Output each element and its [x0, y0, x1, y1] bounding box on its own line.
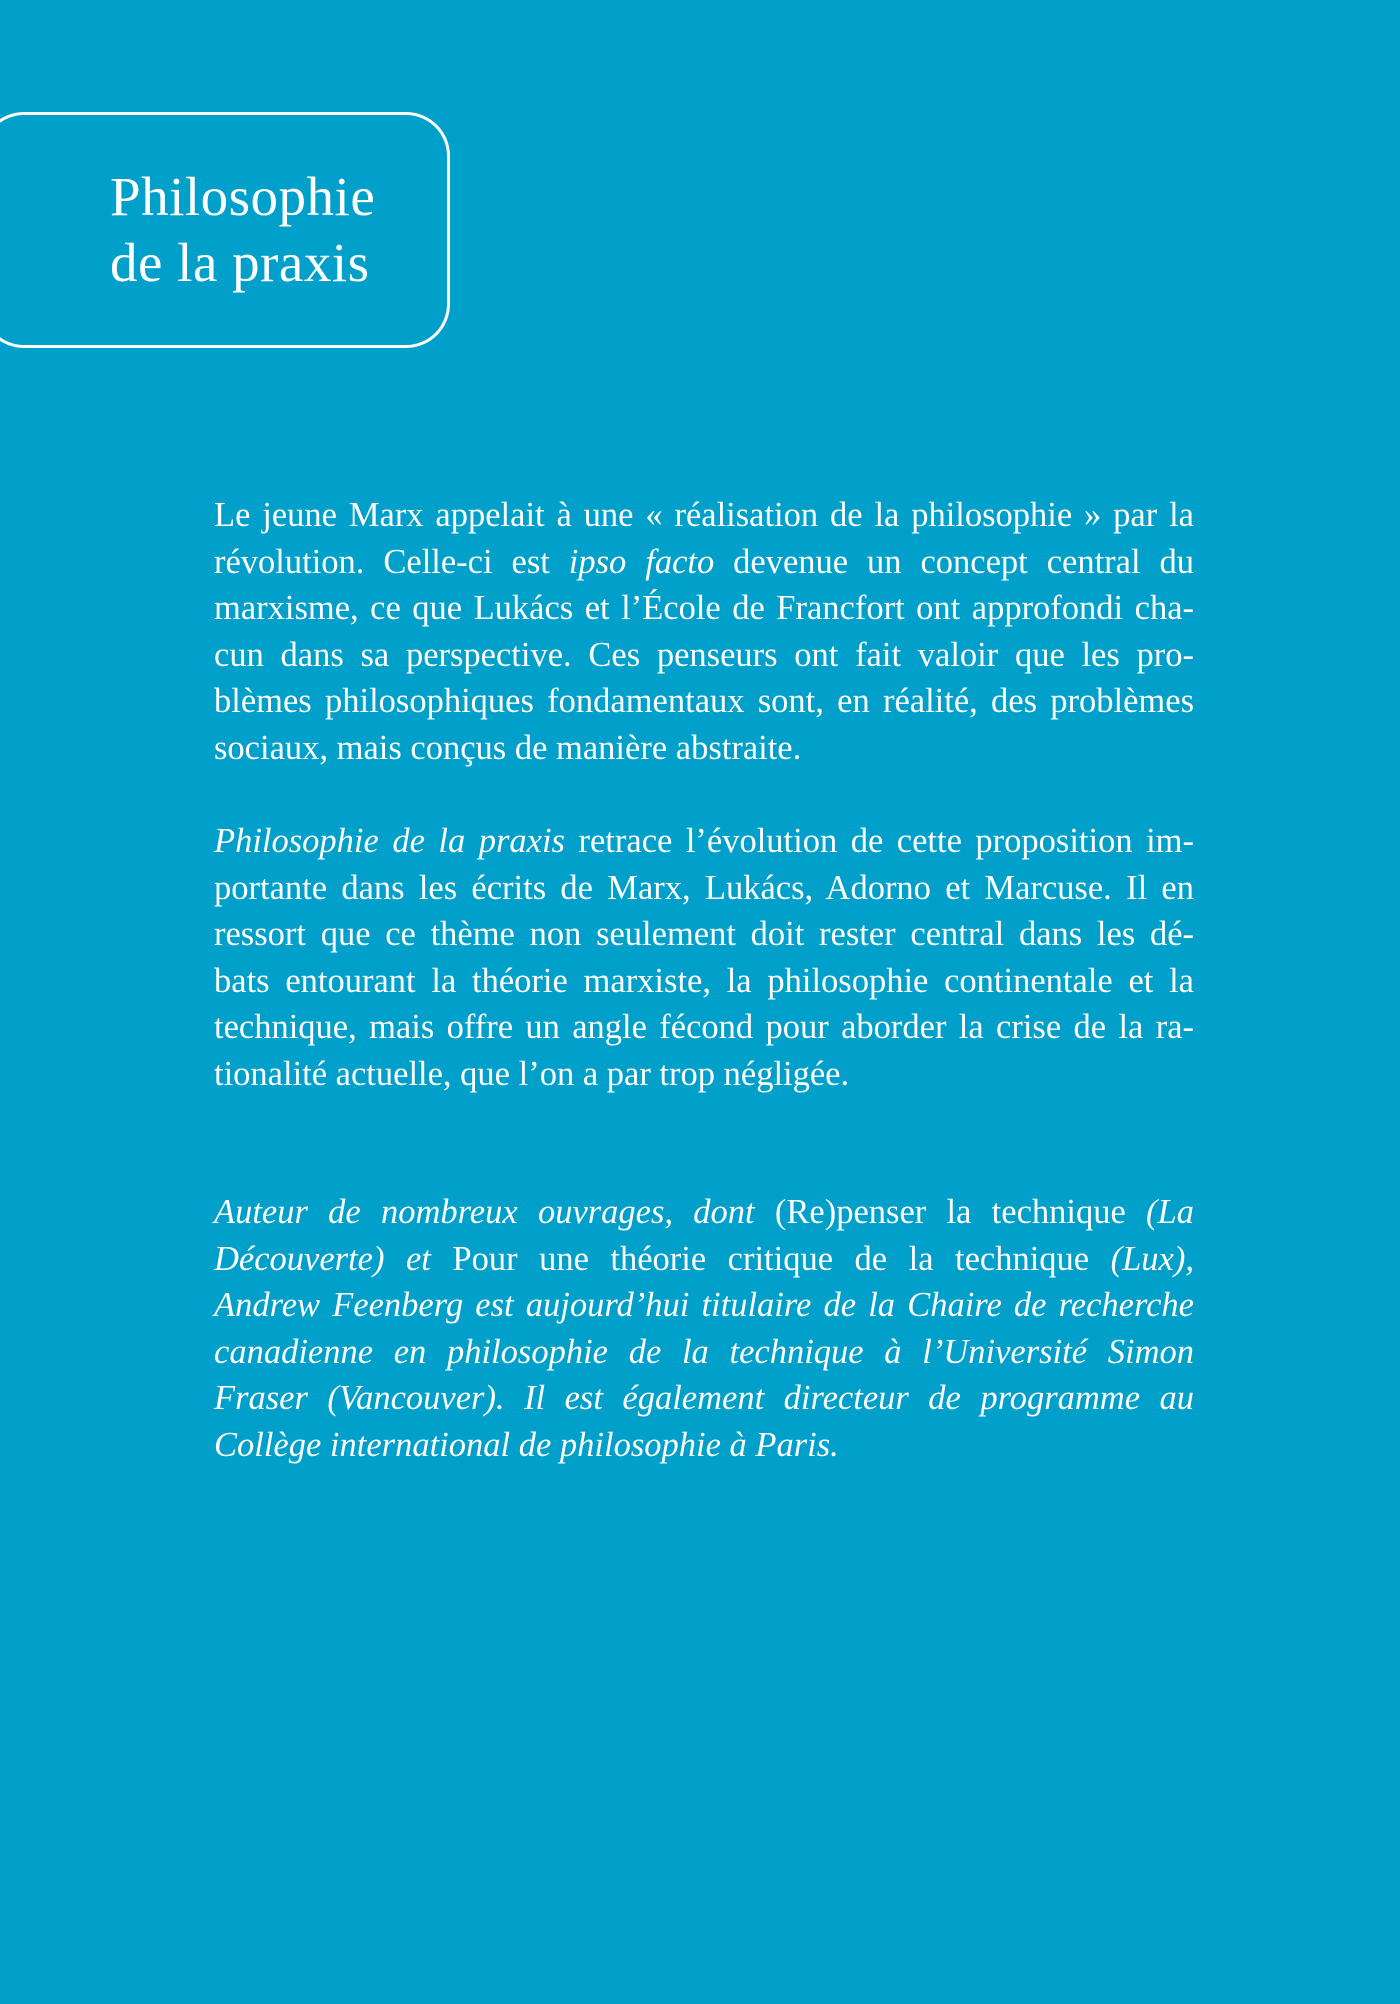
- summary-paragraph-1: [214, 492, 1194, 771]
- book-title: [110, 164, 375, 296]
- text-line: [214, 818, 1194, 865]
- text-line: marxisme, ce que Lukács et l’École de Francfort ont approfondi cha-: [214, 589, 1194, 627]
- emphasis-text: Philosophie de la praxis: [214, 822, 565, 860]
- text-line: tionalité actuelle, que l’on a par trop négligée.: [214, 1054, 850, 1093]
- text-line: canadienne en philosophie de la technique à l’Université Simon: [214, 1332, 1194, 1371]
- text-run: révolution. Celle-ci est: [214, 542, 569, 581]
- book-title-line-2: de la praxis: [110, 232, 370, 293]
- text-line: cun dans sa perspective. Ces penseurs ont fait valoir que les pro-: [214, 635, 1194, 674]
- author-bio: [214, 1189, 1194, 1468]
- text-run: retrace l’évolution de cette proposition im-: [565, 822, 1194, 860]
- text-line: [214, 1189, 1194, 1236]
- text-line: [214, 539, 1194, 586]
- text-line: sociaux, mais conçus de manière abstraite.: [214, 728, 802, 767]
- book-reference: Pour une théorie critique de la technique: [452, 1239, 1090, 1278]
- emphasis-text: ipso facto: [568, 542, 715, 581]
- text-line: Le jeune Marx appelait à une « réalisation de la philosophie » par la: [214, 496, 1194, 534]
- text-line: technique, mais offre un angle fécond pour aborder la crise de la ra-: [214, 1008, 1194, 1046]
- text-line: Fraser (Vancouver). Il est également directeur de programme au: [214, 1379, 1194, 1417]
- text-line: [214, 1236, 1194, 1283]
- text-run: (La: [1125, 1193, 1194, 1231]
- text-line: blèmes philosophiques fondamentaux sont, en réalité, des problèmes: [214, 682, 1194, 720]
- text-line: Collège international de philosophie à Paris.: [214, 1425, 839, 1464]
- text-line: bats entourant la théorie marxiste, la philosophie continentale et la: [214, 961, 1194, 1000]
- text-run: Auteur de nombreux ouvrages, dont: [214, 1193, 775, 1231]
- book-reference: (Re)penser la technique: [774, 1193, 1126, 1231]
- summary-paragraph-2: [214, 818, 1194, 1097]
- text-run: (Lux),: [1089, 1239, 1194, 1278]
- text-line: portante dans les écrits de Marx, Lukács, Adorno et Marcuse. Il en: [214, 868, 1194, 907]
- text-line: Andrew Feenberg est aujourd’hui titulaire de la Chaire de recherche: [214, 1286, 1194, 1324]
- text-line: ressort que ce thème non seulement doit rester central dans les dé-: [214, 915, 1194, 953]
- text-run: Découverte) et: [214, 1239, 453, 1278]
- text-run: devenue un concept central du: [714, 542, 1194, 581]
- book-title-line-1: Philosophie: [110, 166, 376, 227]
